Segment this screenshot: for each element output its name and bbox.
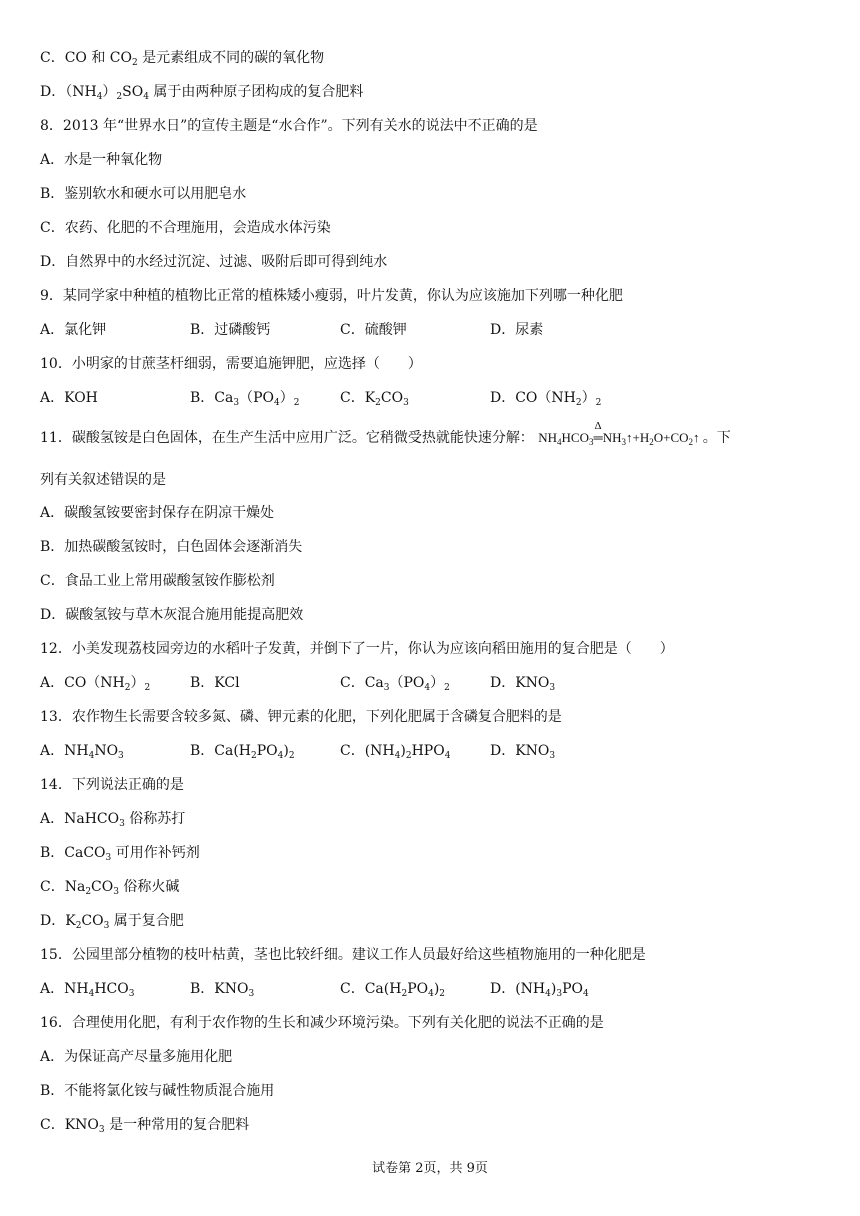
question-9: 9．某同学家中种植的植物比正常的植株矮小瘦弱，叶片发黄，你认为应该施加下列哪一种化肥 <box>40 288 623 304</box>
option-9a: A．氯化钾 <box>40 322 107 338</box>
question-14: 14．下列说法正确的是 <box>40 777 184 793</box>
option-8b: B．鉴别软水和硬水可以用肥皂水 <box>40 186 247 202</box>
option-15d: D．$(NH_4)_3PO_4$ <box>490 981 589 999</box>
option-9c: C．硫酸钾 <box>340 322 407 338</box>
question-12: 12．小美发现荔枝园旁边的水稻叶子发黄，并倒下了一片，你认为应该向稻田施用的复合肥是（ ） <box>40 641 674 657</box>
page-footer: 试卷第 2页，共 9页 <box>372 1161 488 1176</box>
option-9d: D．尿素 <box>490 322 544 338</box>
option-11d: D．碳酸氢铵与草木灰混合施用能提高肥效 <box>40 607 304 623</box>
q11-text-before: 11．碳酸氢铵是白色固体，在生产生活中应用广泛。它稍微受热就能快速分解： <box>40 430 534 446</box>
option-12b: B．KCl <box>190 675 240 691</box>
question-10: 10．小明家的甘蔗茎杆细弱，需要追施钾肥，应选择（ ） <box>40 356 422 372</box>
option-8d: D．自然界中的水经过沉淀、过滤、吸附后即可得到纯水 <box>40 254 388 270</box>
line-c7c: C．CO 和 $CO_2$ 是元素组成不同的碳的氧化物 <box>40 50 325 68</box>
question-16: 16．合理使用化肥，有利于农作物的生长和减少环境污染。下列有关化肥的说法不正确的是 <box>40 1015 604 1031</box>
option-8a: A．水是一种氧化物 <box>40 152 163 168</box>
question-11 <box>40 420 731 448</box>
option-16c: C．$KNO_3$ 是一种常用的复合肥料 <box>40 1117 250 1135</box>
line-c7d: D．$(NH_4)_2SO_4$ 属于由两种原子团构成的复合肥料 <box>40 84 364 102</box>
question-13: 13．农作物生长需要含较多氮、磷、钾元素的化肥，下列化肥属于含磷复合肥料的是 <box>40 709 562 725</box>
question-15: 15．公园里部分植物的枝叶枯黄，茎也比较纤细。建议工作人员最好给这些植物施用的一种化肥是 <box>40 947 646 963</box>
option-15b: B．$KNO_3$ <box>190 981 255 999</box>
option-13b: B．$Ca(H_2PO_4)_2$ <box>190 743 295 761</box>
option-12d: D．$KNO_3$ <box>490 675 556 693</box>
option-16b: B．不能将氯化铵与碱性物质混合施用 <box>40 1083 275 1099</box>
option-14c: C．$Na_2CO_3$ 俗称火碱 <box>40 879 180 897</box>
q11-text-after: 。下 <box>702 430 731 446</box>
option-13d: D．$KNO_3$ <box>490 743 556 761</box>
option-16a: A．为保证高产尽量多施用化肥 <box>40 1049 233 1065</box>
option-12c: C．$Ca_3(PO_4)_2$ <box>340 675 450 693</box>
option-15a: A．$NH_4HCO_3$ <box>40 981 135 999</box>
option-14d: D．$K_2CO_3$ 属于复合肥 <box>40 913 184 931</box>
option-8c: C．农药、化肥的不合理施用，会造成水体污染 <box>40 220 331 236</box>
option-14b: B．CaCO$_3$ 可用作补钙剂 <box>40 845 200 863</box>
condition-delta: Δ <box>594 420 602 432</box>
option-11a: A．碳酸氢铵要密封保存在阴凉干燥处 <box>40 505 275 521</box>
option-9b: B．过磷酸钙 <box>190 322 271 338</box>
option-11b: B．加热碳酸氢铵时，白色固体会逐渐消失 <box>40 539 303 555</box>
option-10c: C．$K_2CO_3$ <box>340 390 409 408</box>
option-10b: B．$Ca_3(PO_4)_2$ <box>190 390 300 408</box>
option-13c: C．$(NH_4)_2HPO_4$ <box>340 743 451 761</box>
option-12a: A．$CO(NH_2)_2$ <box>40 675 151 693</box>
q11-equation: $NH_4HCO_3$ Δ $═NH_3↑+H_2O+CO_2↑$ <box>538 430 703 445</box>
option-10d: D．$CO(NH_2)_2$ <box>490 390 602 408</box>
question-8: 8．2013 年“世界水日”的宣传主题是“水合作”。下列有关水的说法中不正确的是 <box>40 118 538 134</box>
option-11c: C．食品工业上常用碳酸氢铵作膨松剂 <box>40 573 275 589</box>
option-13a: A．$NH_4NO_3$ <box>40 743 124 761</box>
question-11-cont: 列有关叙述错误的是 <box>40 472 166 488</box>
option-14a: A．NaHCO$_3$ 俗称苏打 <box>40 811 186 829</box>
option-15c: C．$Ca(H_2PO_4)_2$ <box>340 981 446 999</box>
option-10a: A．KOH <box>40 390 98 406</box>
